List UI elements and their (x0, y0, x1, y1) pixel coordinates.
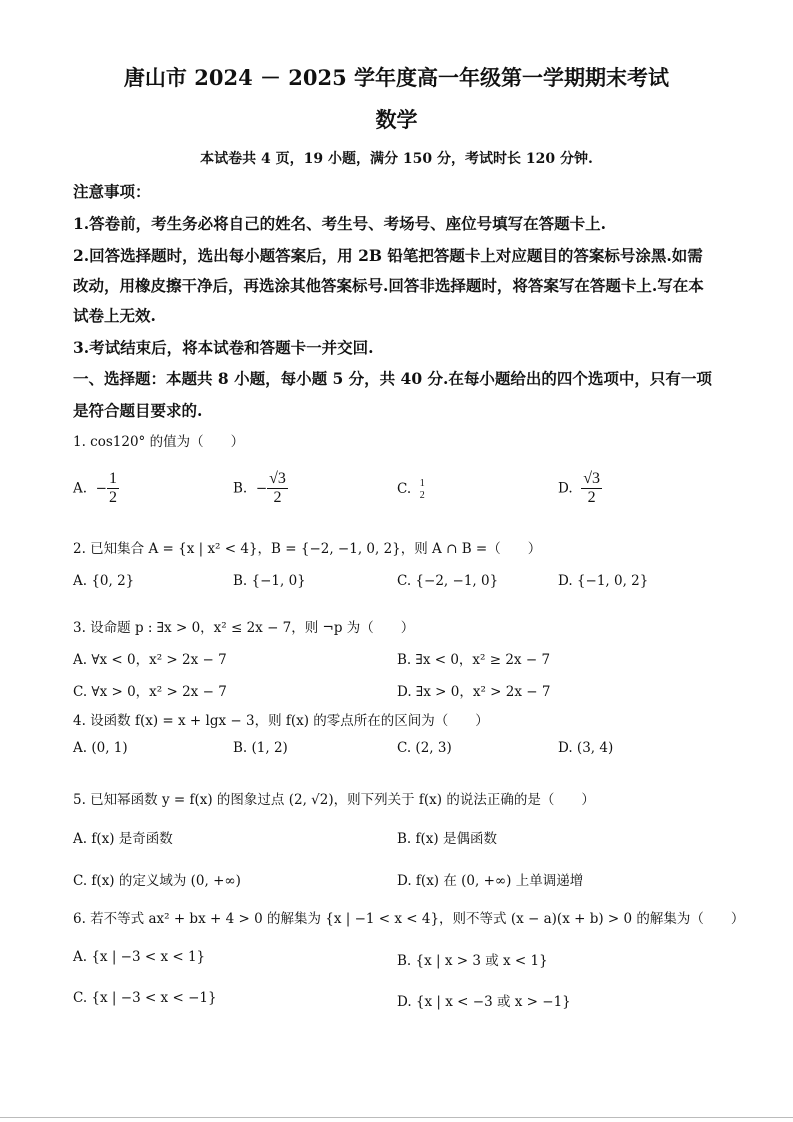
numerator: 1 (419, 478, 425, 489)
fraction (420, 478, 425, 501)
question-4-stem: 4. 设函数 f(x) = x + lgx − 3，则 f(x) 的零点所在的区间为（ ） (73, 713, 489, 729)
question-3-option-d[interactable]: D. ∃x > 0，x² > 2x − 7 (397, 684, 551, 700)
denominator: 2 (108, 489, 117, 507)
notice-heading: 注意事项： (73, 182, 151, 201)
numerator: 1 (107, 470, 119, 489)
question-6-option-a[interactable]: A. {x | −3 < x < 1} (73, 949, 206, 965)
notice-item-1: 1.答卷前，考生务必将自己的姓名、考生号、考场号、座位号填写在答题卡上. (73, 214, 607, 233)
question-3-option-b[interactable]: B. ∃x < 0，x² ≥ 2x − 7 (397, 652, 551, 668)
question-2-option-c[interactable]: C. {−2, −1, 0} (397, 573, 499, 589)
minus-sign: − (95, 480, 107, 497)
exam-subject: 数学 (375, 107, 418, 132)
fraction (267, 470, 288, 508)
denominator: 2 (419, 489, 425, 501)
question-3-stem: 3. 设命题 p : ∃x > 0，x² ≤ 2x − 7，则 ¬p 为（ ） (73, 620, 415, 636)
denominator: 2 (587, 489, 596, 507)
exam-title: 唐山市 2024 － 2025 学年度高一年级第一学期期末考试 (123, 65, 670, 90)
question-1-option-b[interactable] (233, 470, 288, 508)
option-label: A. (73, 480, 88, 497)
numerator: √3 (267, 470, 288, 489)
question-5-option-b[interactable]: B. f(x) 是偶函数 (397, 831, 497, 847)
option-label: B. (233, 480, 248, 497)
question-2-stem: 2. 已知集合 A = {x | x² < 4}，B = {−2, −1, 0, 2}，则 A ∩ B =（ ） (73, 541, 542, 557)
question-4-option-b[interactable]: B. (1, 2) (233, 740, 288, 756)
question-6-option-c[interactable]: C. {x | −3 < x < −1} (73, 990, 217, 1006)
question-4-option-d[interactable]: D. (3, 4) (558, 740, 614, 756)
denominator: 2 (273, 489, 282, 507)
question-1-option-d[interactable] (558, 470, 602, 508)
question-5-option-a[interactable]: A. f(x) 是奇函数 (73, 831, 173, 847)
fraction (581, 470, 602, 508)
question-1-option-a[interactable] (73, 470, 119, 508)
section-heading-cont: 是符合题目要求的. (73, 401, 203, 420)
question-1-stem: 1. cos120° 的值为（ ） (73, 434, 245, 450)
question-6-option-b[interactable]: B. {x | x > 3 或 x < 1} (397, 953, 548, 969)
question-4-option-a[interactable]: A. (0, 1) (73, 740, 128, 756)
question-3-option-c[interactable]: C. ∀x > 0，x² > 2x − 7 (73, 684, 227, 700)
question-2-option-b[interactable]: B. {−1, 0} (233, 573, 306, 589)
question-3-option-a[interactable]: A. ∀x < 0，x² > 2x − 7 (73, 652, 227, 668)
page-bottom-border (0, 1117, 793, 1118)
exam-info: 本试卷共 4 页，19 小题，满分 150 分，考试时长 120 分钟. (200, 151, 593, 167)
question-6-option-d[interactable]: D. {x | x < −3 或 x > −1} (397, 994, 571, 1010)
question-2-option-a[interactable]: A. {0, 2} (73, 573, 135, 589)
question-4-option-c[interactable]: C. (2, 3) (397, 740, 452, 756)
question-1-option-c[interactable] (397, 478, 425, 501)
notice-item-2: 2.回答选择题时，选出每小题答案后，用 2B 铅笔把答题卡上对应题目的答案标号涂黑.如需 (73, 246, 703, 265)
fraction (107, 470, 119, 508)
question-2-option-d[interactable]: D. {−1, 0, 2} (558, 573, 649, 589)
question-5-option-c[interactable]: C. f(x) 的定义域为 (0, +∞) (73, 873, 241, 889)
section-heading: 一、选择题：本题共 8 小题，每小题 5 分，共 40 分.在每小题给出的四个选项中，只有一项 (73, 369, 712, 388)
notice-item-3: 3.考试结束后，将本试卷和答题卡一并交回. (73, 338, 374, 357)
question-5-stem: 5. 已知幂函数 y = f(x) 的图象过点 (2, √2)，则下列关于 f(x) 的说法正确的是（ ） (73, 792, 595, 808)
option-label: D. (558, 480, 573, 497)
question-5-option-d[interactable]: D. f(x) 在 (0, +∞) 上单调递增 (397, 873, 584, 889)
option-label: C. (397, 481, 412, 497)
notice-item-2-cont: 改动，用橡皮擦干净后，再选涂其他答案标号.回答非选择题时，将答案写在答题卡上.写在本 (73, 276, 704, 295)
notice-item-2-end: 试卷上无效. (73, 306, 156, 325)
numerator: √3 (581, 470, 602, 489)
minus-sign: − (255, 480, 268, 497)
question-6-stem: 6. 若不等式 ax² + bx + 4 > 0 的解集为 {x | −1 < x < 4}，则不等式 (x − a)(x + b) > 0 的解集为（ ） (73, 911, 745, 927)
